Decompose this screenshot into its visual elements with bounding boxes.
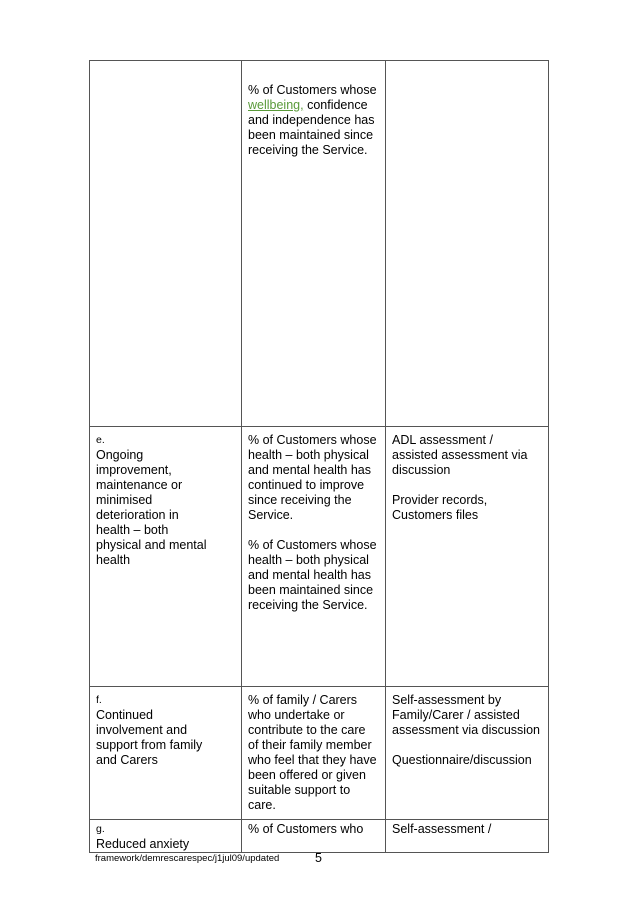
method-text: Provider records, Customers files xyxy=(392,493,488,522)
method-text: Self-assessment by Family/Carer / assisted assessment via discussion xyxy=(392,693,540,737)
measure-text: % of Customers whose health – both physical and mental health has continued to improve since receiving the Service. xyxy=(248,433,377,522)
measure-cell xyxy=(242,820,386,853)
page-number: 5 xyxy=(315,851,322,865)
measure-cell xyxy=(242,61,386,427)
method-cell xyxy=(386,820,549,853)
outcome-text: Ongoing improvement, maintenance or minimised deterioration in health – both physical and mental health xyxy=(96,448,207,567)
method-text: ADL assessment / assisted assessment via discussion xyxy=(392,433,528,477)
method-text: Self-assessment / xyxy=(392,822,492,836)
row-letter: f. xyxy=(96,694,102,706)
outcomes-table xyxy=(89,60,549,853)
measure-text-suffix: confidence and independence has been maintained since receiving the Service. xyxy=(248,98,375,157)
measure-text: % of family / Carers who undertake or contribute to the care of their family member who feel that they have been offered or given suitable support to care. xyxy=(248,693,377,812)
method-cell xyxy=(386,427,549,687)
method-text: Questionnaire/discussion xyxy=(392,753,532,767)
outcome-text: Continued involvement and support from family and Carers xyxy=(96,708,203,767)
measure-text: % of Customers whose health – both physical and mental health has been maintained since receiving the Service. xyxy=(248,538,377,612)
measure-cell xyxy=(242,687,386,820)
table-row xyxy=(90,61,549,427)
row-letter: e. xyxy=(96,434,105,446)
method-cell xyxy=(386,687,549,820)
outcome-cell xyxy=(90,427,242,687)
measure-cell xyxy=(242,427,386,687)
method-cell xyxy=(386,61,549,427)
footer-file-path: framework/demrescarespec/j1jul09/updated xyxy=(95,853,280,864)
measure-text-prefix: % of Customers whose xyxy=(248,83,377,97)
outcome-cell xyxy=(90,820,242,853)
outcome-cell xyxy=(90,61,242,427)
outcome-cell xyxy=(90,687,242,820)
row-letter: g. xyxy=(96,823,105,835)
outcome-text: Reduced anxiety xyxy=(96,837,190,851)
measure-text: % of Customers who xyxy=(248,822,364,836)
table-row xyxy=(90,687,549,820)
table-row xyxy=(90,820,549,853)
table-row xyxy=(90,427,549,687)
wellbeing-link[interactable]: wellbeing, xyxy=(248,98,304,112)
